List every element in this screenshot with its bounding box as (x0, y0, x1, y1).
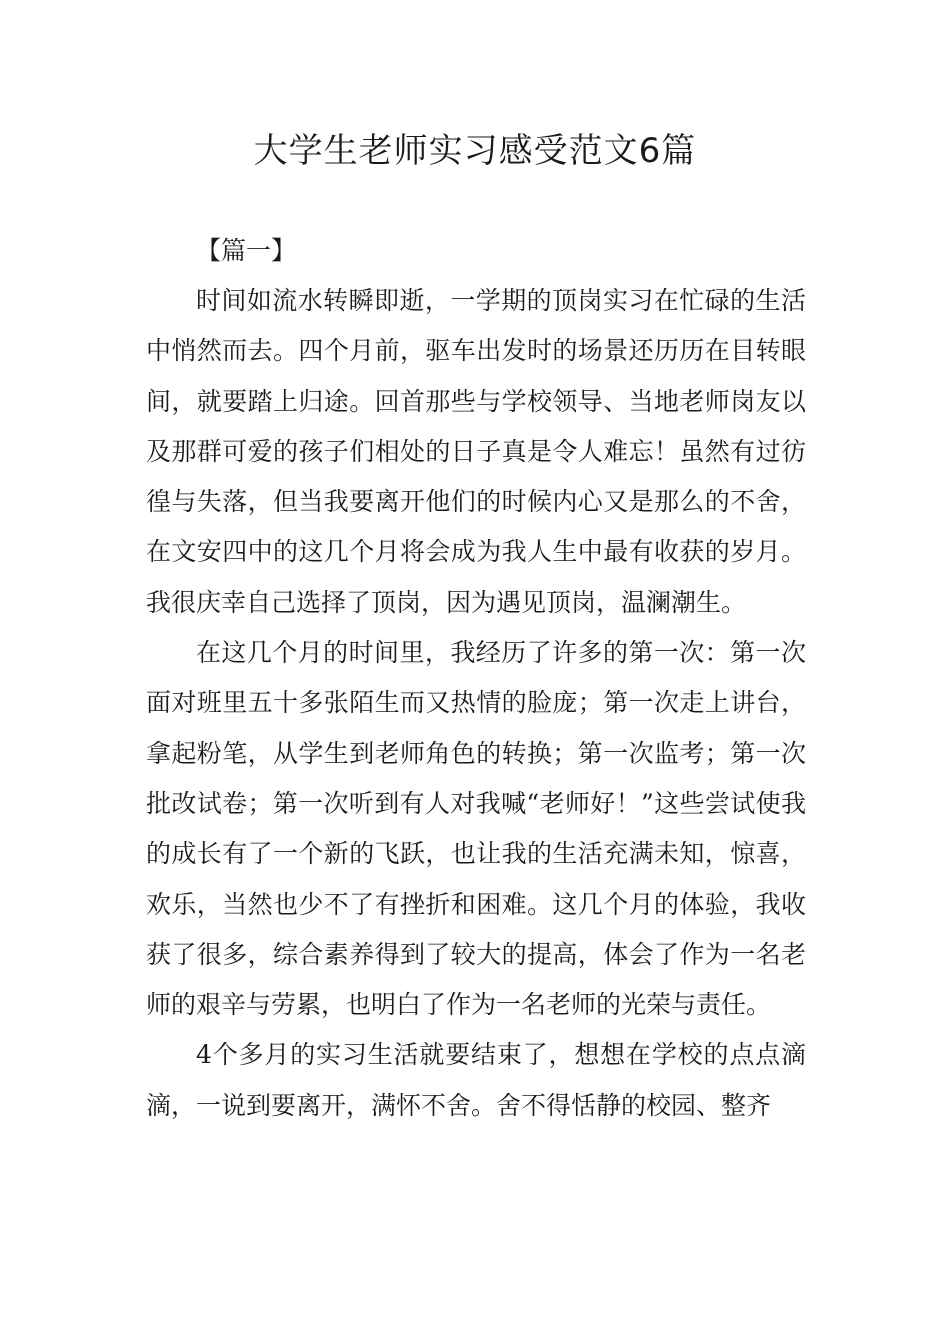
section-heading: 【篇一】 (196, 236, 297, 265)
paragraph-2: 在这几个月的时间里，我经历了许多的第一次：第一次面对班里五十多张陌生而又热情的脸庞；第一次走上讲台，拿起粉笔，从学生到老师角色的转换；第一次监考；第一次批改试卷；第一次听到有人对我喊“老师好！”这些尝试使我的成长有了一个新的飞跃，也让我的生活充满未知，惊喜，欢乐，当然也少不了有挫折和困难。这几个月的体验，我收获了很多，综合素养得到了较大的提高，体会了作为一名老师的艰辛与劳累，也明白了作为一名老师的光荣与责任。 (146, 638, 806, 1020)
document-title: 大学生老师实习感受范文6篇 (253, 131, 697, 171)
paragraph-1: 时间如流水转瞬即逝，一学期的顶岗实习在忙碌的生活中悄然而去。四个月前，驱车出发时的场景还历历在目转眼间，就要踏上归途。回首那些与学校领导、当地老师岗友以及那群可爱的孩子们相处的日子真是令人难忘！虽然有过彷徨与失落，但当我要离开他们的时候内心又是那么的不舍，在文安四中的这几个月将会成为我人生中最有收获的岁月。我很庆幸自己选择了顶岗，因为遇见顶岗，温澜潮生。 (146, 286, 806, 617)
document-body (146, 226, 806, 1131)
paragraph-3: 4个多月的实习生活就要结束了，想想在学校的点点滴滴，一说到要离开，满怀不舍。舍不得恬静的校园、整齐 (146, 1040, 806, 1120)
